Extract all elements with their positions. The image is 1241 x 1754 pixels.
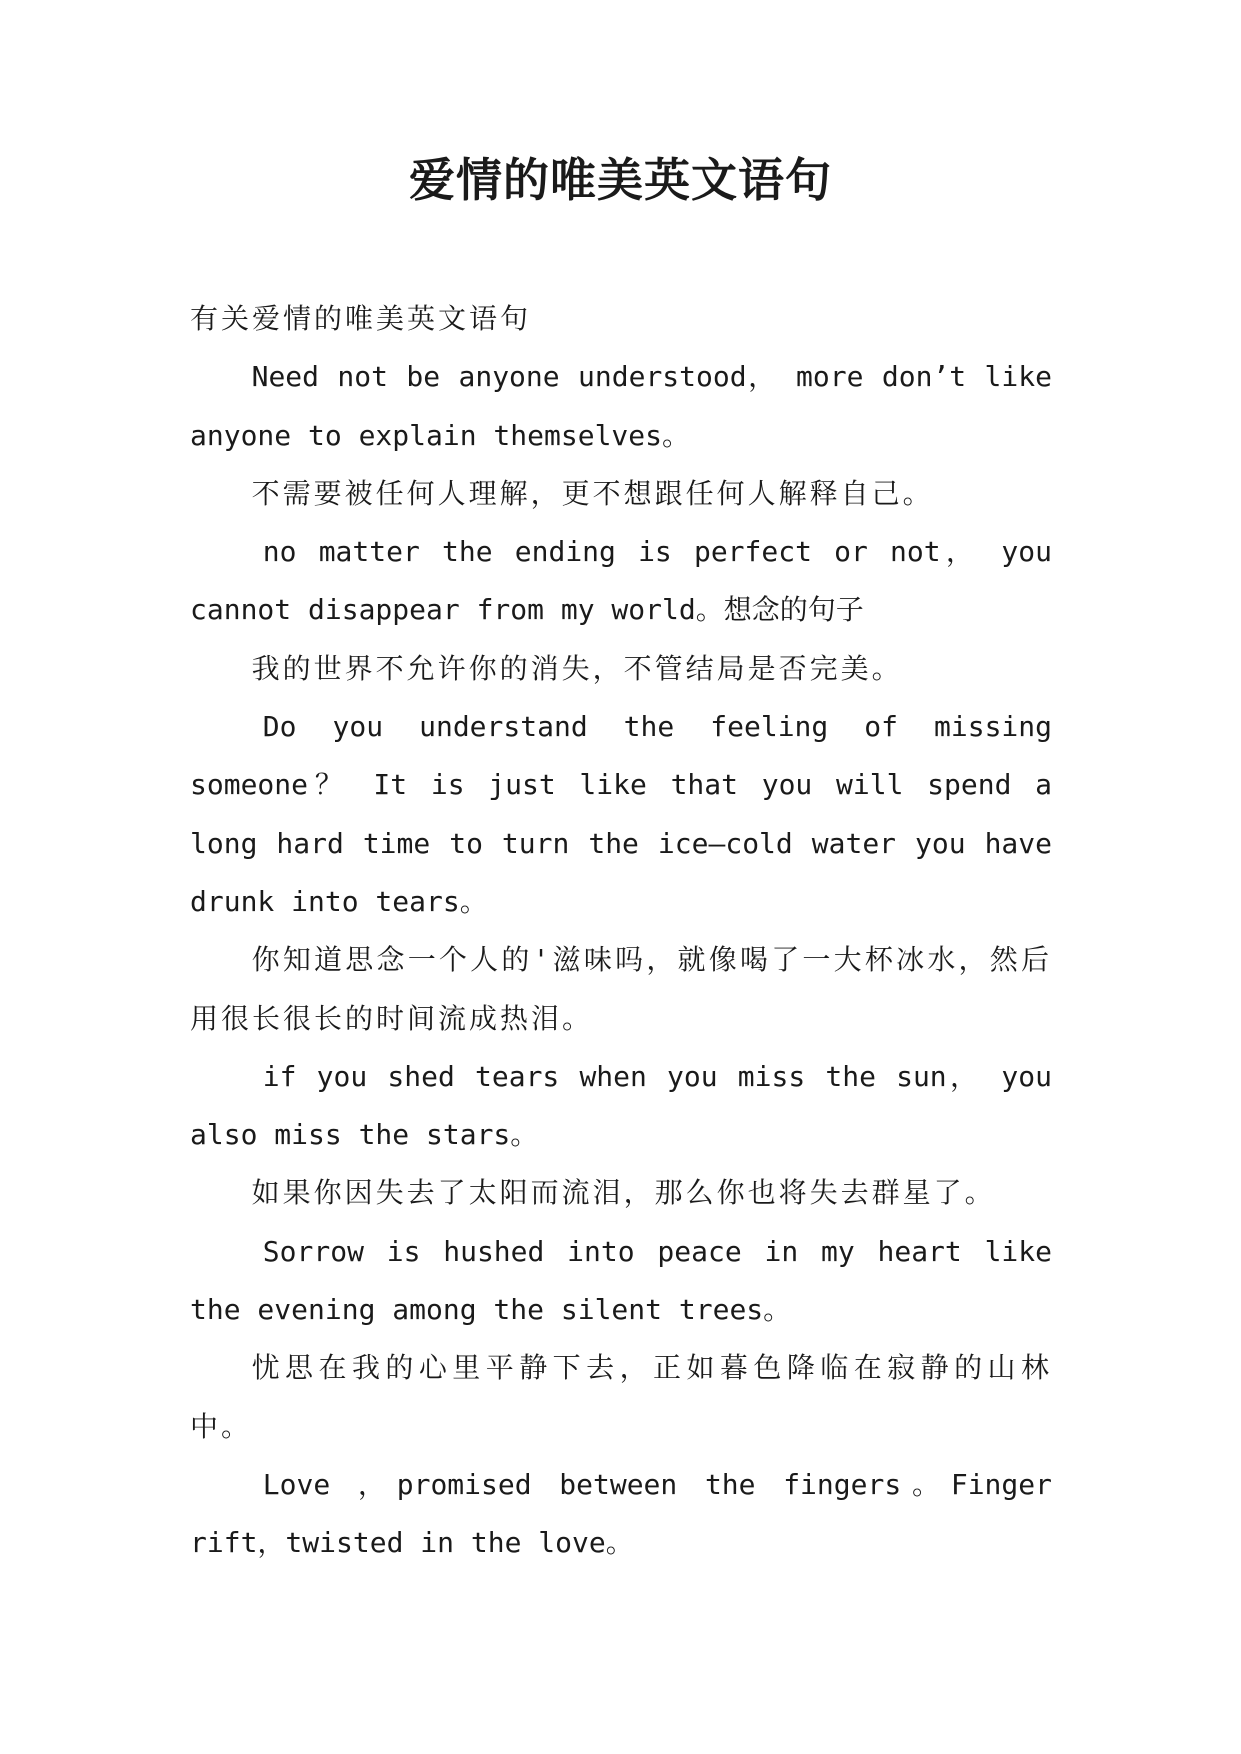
paragraph-cn-1: 不需要被任何人理解，更不想跟任何人解释自己。: [251, 476, 934, 510]
paragraph-en-5: Sorrow is hushed into peace in my heart like the evening among the silent trees。: [190, 1234, 1052, 1327]
paragraph-en-3: Do you understand the feeling of missing someone？ It is just like that you will spend a long hard time to turn the ice—cold water you have drunk into tears。: [190, 710, 1052, 918]
paragraph-en-1: Need not be anyone understood， more don’t like anyone to explain themselves。: [190, 360, 1052, 452]
document-body: [190, 290, 1052, 1573]
subtitle: 有关爱情的唯美英文语句: [190, 302, 532, 335]
paragraph-cn-2: 我的世界不允许你的消失，不管结局是否完美。: [251, 651, 903, 685]
paragraph-en-2: no matter the ending is perfect or not， you cannot disappear from my world。想念的句子: [190, 535, 1052, 627]
paragraph-cn-5: 忧思在我的心里平静下去，正如暮色降临在寂静的山林中。: [190, 1351, 1052, 1443]
paragraph-en-6: Love ，promised between the fingers。Finger rift，twisted in the love。: [190, 1467, 1052, 1560]
paragraph-cn-3: 你知道思念一个人的'滋味吗，就像喝了一大杯冰水，然后用很长很长的时间流成热泪。: [190, 943, 1052, 1035]
paragraph-en-4: if you shed tears when you miss the sun， you also miss the stars。: [190, 1059, 1052, 1152]
paragraph-cn-4: 如果你因失去了太阳而流泪，那么你也将失去群星了。: [251, 1176, 996, 1210]
document-title: 爱情的唯美英文语句: [409, 153, 832, 207]
